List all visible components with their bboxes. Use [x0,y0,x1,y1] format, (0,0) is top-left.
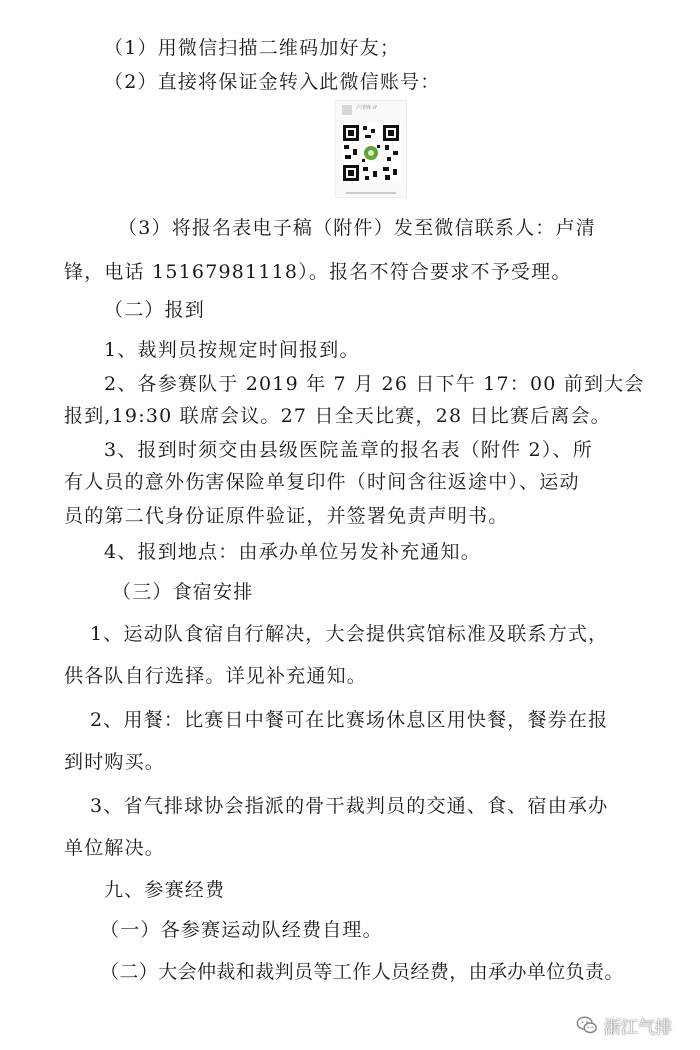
text-line: 报到,19:30 联席会议。27 日全天比赛，28 日比赛后离会。 [64,405,611,427]
qr-code-icon [341,123,401,183]
section-heading: （二）报到 [104,299,206,321]
text-line: （3）将报名表电子稿（附件）发至微信联系人：卢清 [118,217,596,239]
account-watermark [576,1010,672,1040]
qr-contact-name: 卢清锋 ♂ [356,105,378,111]
watermark-text: 浙江气排 [604,1017,672,1038]
qr-caption [346,192,396,194]
text-line: （1）用微信扫描二维码加好友； [104,37,401,59]
text-line: 4、报到地点：由承办单位另发补充通知。 [104,541,481,563]
section-heading: （三）食宿安排 [112,581,254,603]
text-line: 1、运动队食宿自行解决，大会提供宾馆标准及联系方式， [90,623,609,645]
wechat-qr-card [335,100,407,198]
text-line: （一）各参赛运动队经费自理。 [100,919,383,941]
section-heading: 九、参赛经费 [104,879,226,901]
text-line: 锋，电话 15167981118）。报名不符合要求不予受理。 [64,261,572,283]
text-line: 单位解决。 [64,837,166,859]
text-line: （二）大会仲裁和裁判员等工作人员经费，由承办单位负责。 [100,961,624,983]
wechat-icon [576,1014,598,1036]
text-line: （2）直接将保证金转入此微信账号： [104,71,441,93]
text-line: 到时购买。 [64,751,166,773]
text-line: 3、省气排球协会指派的骨干裁判员的交通、食、宿由承办 [90,795,609,817]
text-line: 员的第二代身份证原件验证，并签署免责声明书。 [64,505,509,527]
text-line: 有人员的意外伤害保险单复印件（时间含往返途中）、运动 [64,471,580,493]
text-line: 3、报到时须交由县级医院盖章的报名表（附件 2）、所 [104,439,593,461]
text-line: 2、各参赛队于 2019 年 7 月 26 日下午 17：00 前到大会 [104,373,645,395]
text-line: 2、用餐：比赛日中餐可在比赛场休息区用快餐，餐券在报 [90,709,609,731]
text-line: 1、裁判员按规定时间报到。 [104,339,360,361]
text-line: 供各队自行选择。详见补充通知。 [64,665,368,687]
avatar [342,105,352,115]
